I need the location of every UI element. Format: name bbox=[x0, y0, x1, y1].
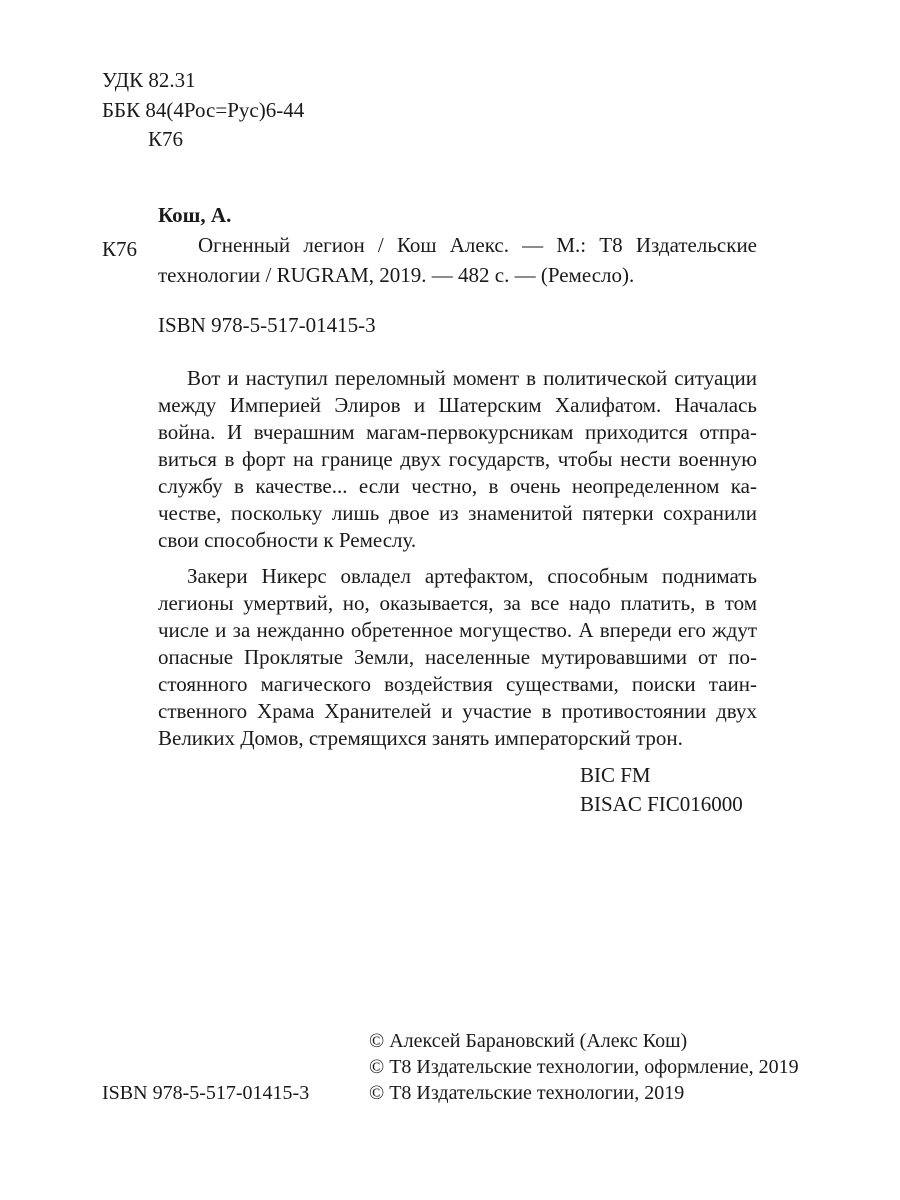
footer-isbn: ISBN 978-5-517-01415-3 bbox=[102, 1082, 310, 1104]
bisac-code: BISAC FIC016000 bbox=[580, 792, 743, 816]
author-heading: Кош, А. bbox=[158, 203, 232, 227]
author-mark: К76 bbox=[148, 127, 184, 151]
isbn-line: ISBN 978-5-517-01415-3 bbox=[158, 313, 376, 337]
side-author-mark: К76 bbox=[102, 237, 138, 261]
annotation-paragraph-1: Вот и наступил переломный момент в политической ситуации между Империей Элиров и Шатерским Халифатом. Началась война. И вчерашним магам-первокурсникам приходится отправиться в форт на границе двух государств, чтобы нести военную службу в качестве... если честно, в очень неопределенном качестве, поскольку лишь двое из знаменитой пятерки сохранили свои способности к Ремеслу. bbox=[158, 366, 757, 552]
bbk-code: ББК 84(4Рос=Рус)6-44 bbox=[102, 98, 305, 122]
copyright-design: © Т8 Издательские технологии, оформление, 2019 bbox=[369, 1056, 799, 1078]
annotation-paragraph-2: Закери Никерс овладел артефактом, способным поднимать легионы умертвий, но, оказывается, за все надо платить, в том числе и за нежданно обретенное могущество. А впереди его ждут опасные Проклятые Земли, населенные мутировавшими от постоянного магического воздействия существами, поиски таинственного Храма Хранителей и участие в противостоянии двух Великих Домов, стремящихся занять императорский трон. bbox=[158, 564, 757, 750]
bibliographic-description: Огненный легион / Кош Алекс. — М.: Т8 Издательские технологии / RUGRAM, 2019. — 482 с. — (Ремесло). bbox=[158, 233, 757, 287]
bic-code: BIC FM bbox=[580, 763, 651, 787]
copyright-author: © Алексей Барановский (Алекс Кош) bbox=[369, 1030, 688, 1052]
annotation bbox=[158, 365, 757, 752]
copyright-publisher: © Т8 Издательские технологии, 2019 bbox=[369, 1082, 685, 1104]
udk-code: УДК 82.31 bbox=[102, 68, 196, 92]
